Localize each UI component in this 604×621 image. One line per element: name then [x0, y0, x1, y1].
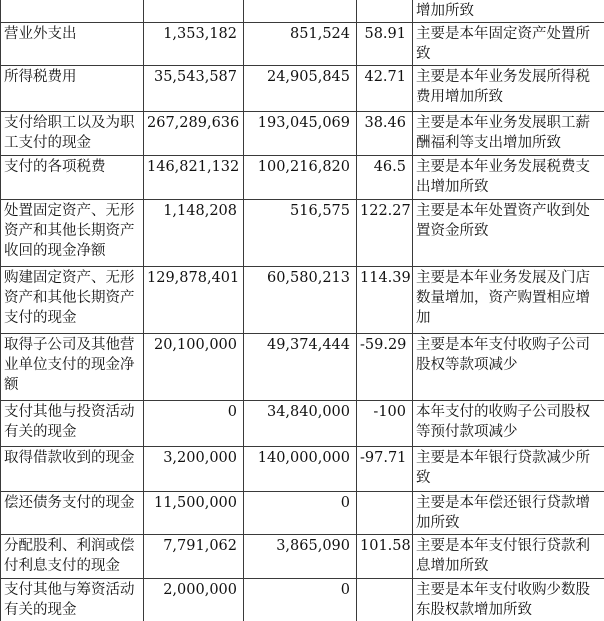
prior-year-cell: 516,575 [244, 200, 357, 267]
item-cell: 取得子公司及其他营业单位支付的现金净额 [1, 334, 144, 401]
prior-year-cell: 0 [244, 492, 357, 535]
reason-cell: 主要是本年业务发展税费支出增加所致 [413, 156, 604, 200]
reason-cell: 主要是本年处置资产收到处置资金所致 [413, 200, 604, 267]
prior-year-cell: 24,905,845 [244, 66, 357, 112]
table-row [1, 492, 604, 535]
change-percent-cell [357, 0, 413, 23]
reason-cell: 主要是本年固定资产处置所致 [413, 23, 604, 66]
current-year-cell: 0 [144, 401, 244, 447]
item-cell: 购建固定资产、无形资产和其他长期资产支付的现金 [1, 267, 144, 334]
prior-year-cell: 140,000,000 [244, 447, 357, 492]
reason-cell: 本年支付的收购子公司股权等预付款项减少 [413, 401, 604, 447]
prior-year-cell: 100,216,820 [244, 156, 357, 200]
current-year-cell: 1,148,208 [144, 200, 244, 267]
change-percent-cell: 46.5 [357, 156, 413, 200]
item-cell: 处置固定资产、无形资产和其他长期资产收回的现金净额 [1, 200, 144, 267]
reason-cell: 主要是本年支付银行贷款利息增加所致 [413, 535, 604, 579]
table-row [1, 66, 604, 112]
item-cell: 分配股利、利润或偿付利息支付的现金 [1, 535, 144, 579]
reason-cell: 主要是本年业务发展职工薪酬福利等支出增加所致 [413, 112, 604, 156]
prior-year-cell: 3,865,090 [244, 535, 357, 579]
prior-year-cell: 49,374,444 [244, 334, 357, 401]
change-percent-cell: 42.71 [357, 66, 413, 112]
prior-year-cell: 34,840,000 [244, 401, 357, 447]
table-row [1, 447, 604, 492]
change-percent-cell: 101.58 [357, 535, 413, 579]
reason-cell: 主要是本年银行贷款减少所致 [413, 447, 604, 492]
current-year-cell: 1,353,182 [144, 23, 244, 66]
table-row [1, 401, 604, 447]
item-cell: 支付给职工以及为职工支付的现金 [1, 112, 144, 156]
change-percent-cell: -100 [357, 401, 413, 447]
table-row [1, 200, 604, 267]
prior-year-cell [244, 0, 357, 23]
current-year-cell: 267,289,636 [144, 112, 244, 156]
table-row [1, 579, 604, 621]
change-percent-cell: -97.71 [357, 447, 413, 492]
item-cell: 偿还债务支付的现金 [1, 492, 144, 535]
current-year-cell: 35,543,587 [144, 66, 244, 112]
table-row [1, 267, 604, 334]
current-year-cell: 146,821,132 [144, 156, 244, 200]
table-row [1, 334, 604, 401]
reason-cell: 主要是本年业务发展所得税费用增加所致 [413, 66, 604, 112]
prior-year-cell: 193,045,069 [244, 112, 357, 156]
prior-year-cell: 0 [244, 579, 357, 621]
change-percent-cell: 114.39 [357, 267, 413, 334]
reason-cell: 主要是本年偿还银行贷款增加所致 [413, 492, 604, 535]
reason-cell: 主要是本年业务发展及门店数量增加，资产购置相应增加 [413, 267, 604, 334]
reason-cell: 主要是本年支付收购少数股东股权款增加所致 [413, 579, 604, 621]
change-percent-cell [357, 492, 413, 535]
table-row [1, 23, 604, 66]
item-cell: 支付其他与筹资活动有关的现金 [1, 579, 144, 621]
table-row [1, 112, 604, 156]
item-cell: 支付其他与投资活动有关的现金 [1, 401, 144, 447]
item-cell: 取得借款收到的现金 [1, 447, 144, 492]
table-row [1, 156, 604, 200]
current-year-cell: 2,000,000 [144, 579, 244, 621]
table-body [1, 0, 604, 621]
change-percent-cell: 58.91 [357, 23, 413, 66]
current-year-cell: 129,878,401 [144, 267, 244, 334]
current-year-cell: 7,791,062 [144, 535, 244, 579]
item-cell: 所得税费用 [1, 66, 144, 112]
change-percent-cell: 122.27 [357, 200, 413, 267]
table-row [1, 535, 604, 579]
prior-year-cell: 851,524 [244, 23, 357, 66]
change-percent-cell [357, 579, 413, 621]
item-cell: 营业外支出 [1, 23, 144, 66]
prior-year-cell: 60,580,213 [244, 267, 357, 334]
item-cell: 支付的各项税费 [1, 156, 144, 200]
item-cell [1, 0, 144, 23]
current-year-cell [144, 0, 244, 23]
current-year-cell: 20,100,000 [144, 334, 244, 401]
current-year-cell: 11,500,000 [144, 492, 244, 535]
table-row [1, 0, 604, 23]
reason-cell: 主要是本年支付收购子公司股权等款项减少 [413, 334, 604, 401]
change-percent-cell: 38.46 [357, 112, 413, 156]
current-year-cell: 3,200,000 [144, 447, 244, 492]
change-percent-cell: -59.29 [357, 334, 413, 401]
reason-cell: 增加所致 [413, 0, 604, 23]
